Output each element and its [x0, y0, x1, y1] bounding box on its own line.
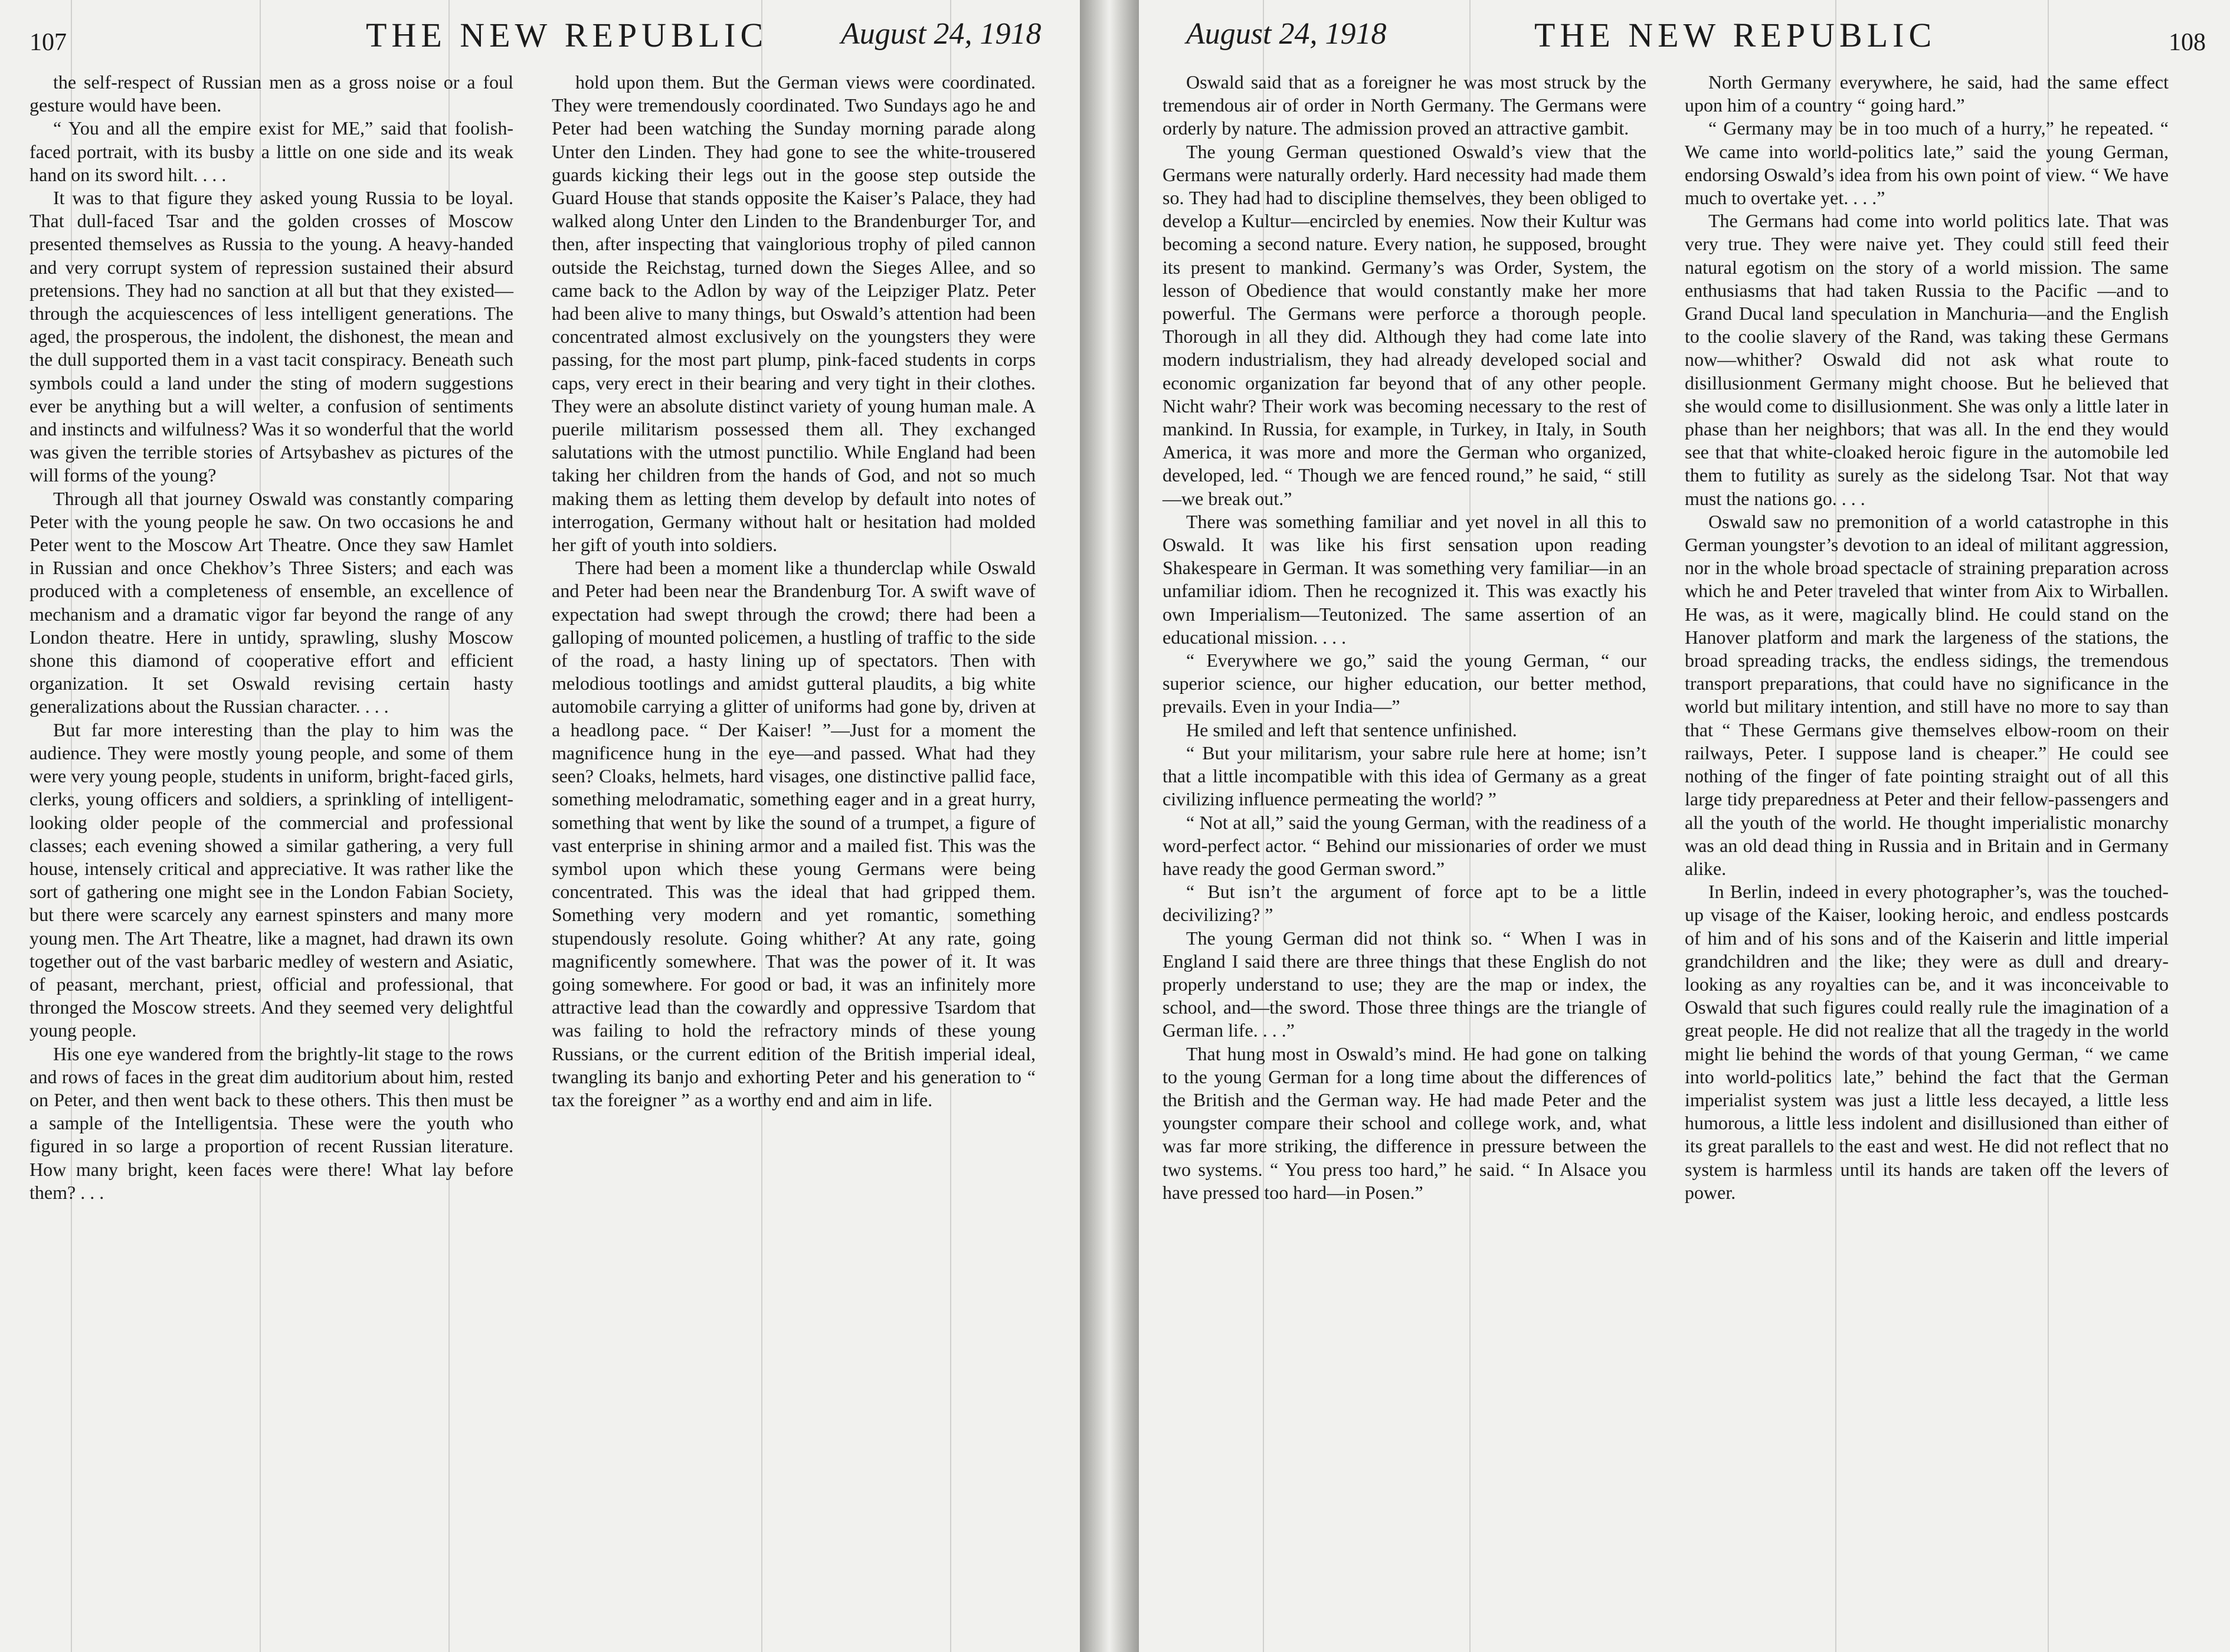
- paragraph: He smiled and left that sentence unfinished.: [1186, 719, 1517, 740]
- paragraph: In Berlin, indeed in every photographer’s, was the touched-up visage of the Kaiser, looking heroic, and endless postcards of him and of his sons and of the Kaiserin and little imperial grandchildren and the like; they were as dull and dreary-looking as any royalties can be, and it was inconceivable to Oswald that such figures could really rule the imagination of a great people. He did not realize that all the tragedy in the world might lie behind the words of that young German, “ we came into world-politics late,” behind the fact that the German imperialist system was just a little less decayed, a little less humorous, a little less indolent and disillusioned than either of its great parallels to the east and west. He did not reflect that no system is harmless until its hands are taken off the levers of power.: [1685, 881, 2169, 1203]
- paragraph: the self-respect of Russian men as a gross noise or a foul gesture would have been.: [30, 71, 513, 116]
- column-2: [1685, 71, 2169, 1204]
- paragraph: The young German did not think so. “ When I was in England I said there are three things that these English do not properly understand to use; they are the map or index, the school, and—the sword. Those three things are the triangle of German life. . . .”: [1163, 927, 1646, 1041]
- paragraph: Oswald said that as a foreigner he was most struck by the tremendous air of order in North Germany. The Germans were orderly by nature. The admission proved an attractive gambit.: [1163, 71, 1646, 139]
- date-line: August 24, 1918: [841, 17, 1042, 51]
- paragraph: “ Germany may be in too much of a hurry,” he repeated. “ We came into world-politics late,” said the young German, endorsing Oswald’s idea from his own point of view. “ We have much to overtake yet. . . .”: [1685, 117, 2169, 209]
- paragraph: It was to that figure they asked young Russia to be loyal. That dull-faced Tsar and the golden crosses of Moscow presented themselves as Russia to the young. A heavy-handed and very corrupt system of repression sustained their absurd pretensions. They had no sanction at all but that they existed—through the acquiescences of less intelligent generations. The aged, the prosperous, the indolent, the dishonest, the mean and the dull supported them in a vast tacit conspiracy. Beneath such symbols could a land under the sting of modern suggestions ever be anything but a will welter, a confusion of sentiments and instincts and wilfulness? Was it so wonderful that the world was given the terrible stories of Artsybashev as pictures of the will forms of the young?: [30, 187, 513, 486]
- paragraph: His one eye wandered from the brightly-lit stage to the rows and rows of faces in the great dim auditorium about him, rested on Peter, and then went back to these others. This then must be a sample of the Intelligentsia. These were the youth who figured in so large a proportion of recent Russian literature. How many bright, keen faces were there! What lay before them? . . .: [30, 1043, 513, 1203]
- paragraph: But far more interesting than the play to him was the audience. They were mostly young people, and some of them were very young people, students in uniform, bright-faced girls, clerks, young officers and soldiers, a sprinkling of intelligent-looking older people of the commercial and professional classes; each evening showed a similar gathering, a very full house, intensely critical and appreciative. It was rather like the sort of gathering one might see in the London Fabian Society, but there were scarcely any earnest spinsters and many more young men. The Art Theatre, like a magnet, had drawn its own together out of the vast barbaric medley of western and Asiatic, of peasant, merchant, priest, official and professional, that thronged the Moscow streets. And they seemed very delightful young people.: [30, 719, 513, 1041]
- paragraph: “ You and all the empire exist for ME,” said that foolish-faced portrait, with its busby a little on one side and its weak hand on its sword hilt. . . .: [30, 117, 513, 185]
- paragraph: That hung most in Oswald’s mind. He had gone on talking to the young German for a long time about the differences of the British and the German way. He had made Peter and the youngster compare their school and college work, and, what was far more striking, the difference in pressure between the two systems. “ You press too hard,” he said. “ In Alsace you have pressed too hard—in Posen.”: [1163, 1043, 1646, 1203]
- right-page: [1139, 0, 2230, 1652]
- paragraph: hold upon them. But the German views were coordinated. They were tremendously coordinated. Two Sundays ago he and Peter had been watching the Sunday morning parade along Unter den Linden. They had gone to see the white-trousered guards kicking their legs out in the goose step outside the Guard House that stands opposite the Kaiser’s Palace, they had walked along Unter den Linden to the Brandenburger Tor, and then, after inspecting that vainglorious trophy of piled cannon outside the Reichstag, turned down the Sieges Allee, and so came back to the Adlon by way of the Leipziger Platz. Peter had been alive to many things, but Oswald’s attention had been concentrated almost exclusively on the youngsters they were passing, for the most part plump, pink-faced students in corps caps, very erect in their bearing and very tight in their clothes. They were an absolute distinct variety of young human male. A puerile militarism possessed them all. They exchanged salutations with the utmost punctilio. While England had been taking her children from the hands of God, and not so much making them as letting them develop by default into notes of interrogation, Germany without halt or hesitation had molded her gift of youth into soldiers.: [552, 71, 1036, 556]
- paragraph: “ Not at all,” said the young German, with the readiness of a word-perfect actor. “ Behind our missionaries of order we must have ready the good German sword.”: [1163, 811, 1646, 879]
- paragraph: There had been a moment like a thunderclap while Oswald and Peter had been near the Brandenburg Tor. A swift wave of expectation had swept through the crowd; there had been a galloping of mounted policemen, a hustling of traffic to the side of the road, a hasty lining up of spectators. Then with melodious tootlings and amidst gutteral plaudits, a big white automobile carrying a glitter of uniforms had gone by, driven at a headlong pace. “ Der Kaiser! ”—Just for a moment the magnificence hung in the eye—and passed. What had they seen? Cloaks, helmets, hard visages, one distinctive pallid face, something melodramatic, something eager and in a great hurry, something that went by like the sound of a trumpet, a figure of vast enterprise in shining armor and a mailed fist. This was the symbol upon which these young Germans were being concentrated. This was the ideal that had gripped them. Something very modern and yet romantic, something stupendously resolute. Going whither? At any rate, going magnificently somewhere. That was the power of it. It was going somewhere. For good or bad, it was an infinitely more attractive lead than the cowardly and oppressive Tsardom that was failing to hold the refractory minds of these young Russians, or the current edition of the British imperial ideal, twangling its banjo and exhorting Peter and his generation to “ tax the foreigner ” as a worthy end and aim in life.: [552, 557, 1036, 1110]
- left-page: [0, 0, 1080, 1652]
- column-2: [552, 71, 1036, 1112]
- binding-gutter: [1080, 0, 1139, 1652]
- page-number: 108: [2169, 29, 2206, 56]
- column-1: [30, 71, 513, 1204]
- masthead: THE NEW REPUBLIC: [1534, 16, 1937, 54]
- paragraph: “ But isn’t the argument of force apt to be a little decivilizing? ”: [1163, 881, 1646, 926]
- paragraph: The Germans had come into world politics late. That was very true. They were naive yet. They could still feed their natural egotism on the story of a world mission. The same enthusiasms that had taken Russia to the Pacific —and to Grand Ducal land speculation in Manchuria—and the English to the coolie slavery of the Rand, was taking these Germans now—whither? Oswald did not ask what route to disillusionment Germany might choose. But he believed that she would come to disillusionment. She was only a little later in phase than her neighbors; that was all. In the end they would see that that white-cloaked heroic figure in the automobile led them to futility as surely as the sidelong Tsar. Not that way must the nations go. . . .: [1685, 210, 2169, 509]
- paragraph: The young German questioned Oswald’s view that the Germans were naturally orderly. Hard necessity had made them so. They had had to discipline themselves, they been obliged to develop a Kultur—encircled by enemies. Now their Kultur was becoming a second nature. Every nation, he supposed, brought its present to mankind. Germany’s was Order, System, the lesson of Obedience that would constantly make her more powerful. The Germans were perforce a thorough people. Thorough in all they did. Although they had come late into modern industrialism, they had already developed social and economic organization far beyond that of any other people. Nicht wahr? Their work was becoming necessary to the rest of mankind. In Russia, for example, in Turkey, in Italy, in South America, it was more and more the German who organized, developed, led. “ Though we are fenced round,” he said, “ still—we break out.”: [1163, 140, 1646, 509]
- paragraph: Through all that journey Oswald was constantly comparing Peter with the young people he saw. On two occasions he and Peter went to the Moscow Art Theatre. Once they saw Hamlet in Russian and once Chekhov’s Three Sisters; and each was produced with a completeness of ensemble, an excellence of mechanism and a dramatic vigor far beyond the range of any London theatre. Here in untidy, sprawling, slushy Moscow shone this diamond of cooperative effort and efficient organization. It set Oswald revising certain hasty generalizations about the Russian character. . . .: [30, 487, 513, 717]
- paragraph: “ But your militarism, your sabre rule here at home; isn’t that a little incompatible with this idea of Germany as a great civilizing influence permeating the world? ”: [1163, 742, 1646, 810]
- paragraph: There was something familiar and yet novel in all this to Oswald. It was like his first sensation upon reading Shakespeare in German. It was something very familiar—in an unfamiliar idiom. Then he recognized it. This was exactly his own Imperialism—Teutonized. The same assertion of an educational mission. . . .: [1163, 510, 1646, 648]
- date-line: August 24, 1918: [1186, 17, 1387, 51]
- paragraph: “ Everywhere we go,” said the young German, “ our superior science, our higher education, our better method, prevails. Even in your India—”: [1163, 650, 1646, 717]
- column-1: [1163, 71, 1646, 1204]
- paragraph: Oswald saw no premonition of a world catastrophe in this German youngster’s devotion to an ideal of militant aggression, nor in the whole broad spectacle of straining preparation across which he and Peter traveled that winter from Aix to Wirballen. He was, as it were, magically blind. He could stand on the Hanover platform and mark the largeness of the stations, the broad spreading tracks, the endless sidings, the tremendous transport preparations, that could have no significance in the world but military intention, and still have no more to say than that “ These Germans give themselves elbow-room on their railways, Peter. I suppose land is cheaper.” He could see nothing of the finger of fate pointing straight out of all this large tidy preparedness at Peter and their fellow-passengers and all the youth of the world. He thought imperialistic monarchy was an old dead thing in Russia and in Britain and in Germany alike.: [1685, 510, 2169, 879]
- masthead: THE NEW REPUBLIC: [366, 16, 768, 54]
- paragraph: North Germany everywhere, he said, had the same effect upon him of a country “ going hard.”: [1685, 71, 2169, 116]
- page-number: 107: [30, 29, 67, 56]
